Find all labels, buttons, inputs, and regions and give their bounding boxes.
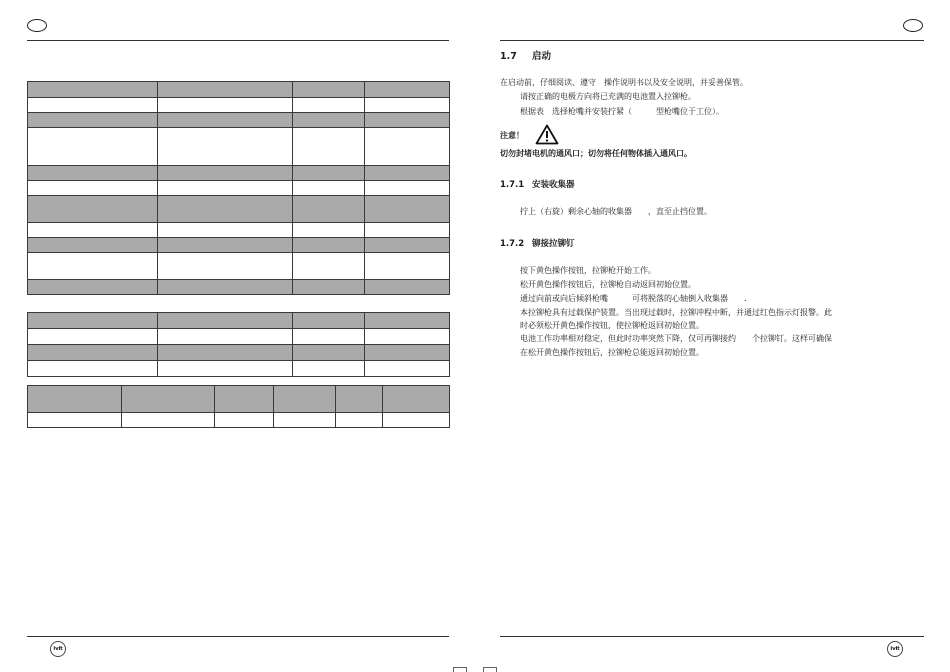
table-row [28, 181, 450, 196]
intro-text: 在启动前，仔细阅读、遵守 操作说明书以及安全说明，并妥善保管。 [500, 78, 748, 87]
header-rule [27, 40, 449, 41]
footer-rule [27, 636, 449, 637]
table-row [28, 128, 450, 166]
table-row [28, 386, 450, 413]
table-row [28, 82, 450, 98]
binding-hole-icon [27, 19, 47, 32]
rivet-line-5: 时必须松开黄色操作按钮，使拉铆枪返回初始位置。 [520, 321, 704, 330]
attention-label: 注意！ [500, 131, 524, 140]
section-1-7-2-number: 1.7.2 [500, 239, 525, 249]
rivet-line-1: 按下黄色操作按钮，拉铆枪开始工作。 [520, 266, 656, 275]
rivet-line-4: 本拉铆枪具有过载保护装置。当出现过载时，拉铆冲程中断，并通过红色指示灯报警。此 [520, 308, 832, 317]
section-1-7-number: 1.7 [500, 51, 517, 62]
table-row [28, 329, 450, 345]
warning-triangle-icon [535, 124, 559, 145]
rivet-line-7: 在松开黄色操作按钮后，拉铆枪总能返回初始位置。 [520, 348, 704, 357]
collector-text: 拧上（右旋）剩余心轴的收集器 ，直至止挡位置。 [520, 207, 712, 216]
warning-text: 切勿封堵电机的通风口；切勿将任何物体插入通风口。 [500, 149, 692, 158]
section-1-7-title: 启动 [532, 51, 552, 62]
rivet-line-2: 松开黄色操作按钮后，拉铆枪自动返回初始位置。 [520, 280, 696, 289]
rivet-line-3: 通过向前或向后倾斜枪嘴 可将脱落的心轴倒入收集器 ． [520, 294, 752, 303]
table-row [28, 253, 450, 280]
table-row [28, 280, 450, 295]
footer-rule [500, 636, 924, 637]
brand-logo: ivit [50, 641, 66, 657]
table-row [28, 238, 450, 253]
binding-hole-icon [903, 19, 923, 32]
right-page [475, 0, 950, 672]
spec-table-2 [27, 312, 450, 377]
table-row [28, 345, 450, 361]
header-rule [500, 40, 924, 41]
table-row [28, 98, 450, 113]
section-1-7-1-number: 1.7.1 [500, 180, 525, 190]
page-number-right [483, 667, 497, 672]
rivet-line-6: 电池工作功率相对稳定，但此时功率突然下降，仅可再铆接约 个拉铆钉。这样可确保 [520, 334, 832, 343]
step-1-text: 请按正确的电极方向将已充满的电池置入拉铆枪。 [520, 92, 696, 101]
spec-table-1 [27, 81, 450, 295]
table-row [28, 166, 450, 181]
section-1-7-1-title: 安装收集器 [532, 180, 575, 190]
table-row [28, 361, 450, 377]
spec-table-3 [27, 385, 450, 428]
table-row [28, 223, 450, 238]
brand-logo: ivit [887, 641, 903, 657]
table-row [28, 313, 450, 329]
table-row [28, 196, 450, 223]
step-2-text: 根据表 选择枪嘴并安装拧紧（ 型枪嘴位于工位）。 [520, 107, 724, 116]
section-1-7-2-title: 铆接拉铆钉 [532, 239, 575, 249]
table-row [28, 113, 450, 128]
page-number-left [453, 667, 467, 672]
table-row [28, 413, 450, 428]
